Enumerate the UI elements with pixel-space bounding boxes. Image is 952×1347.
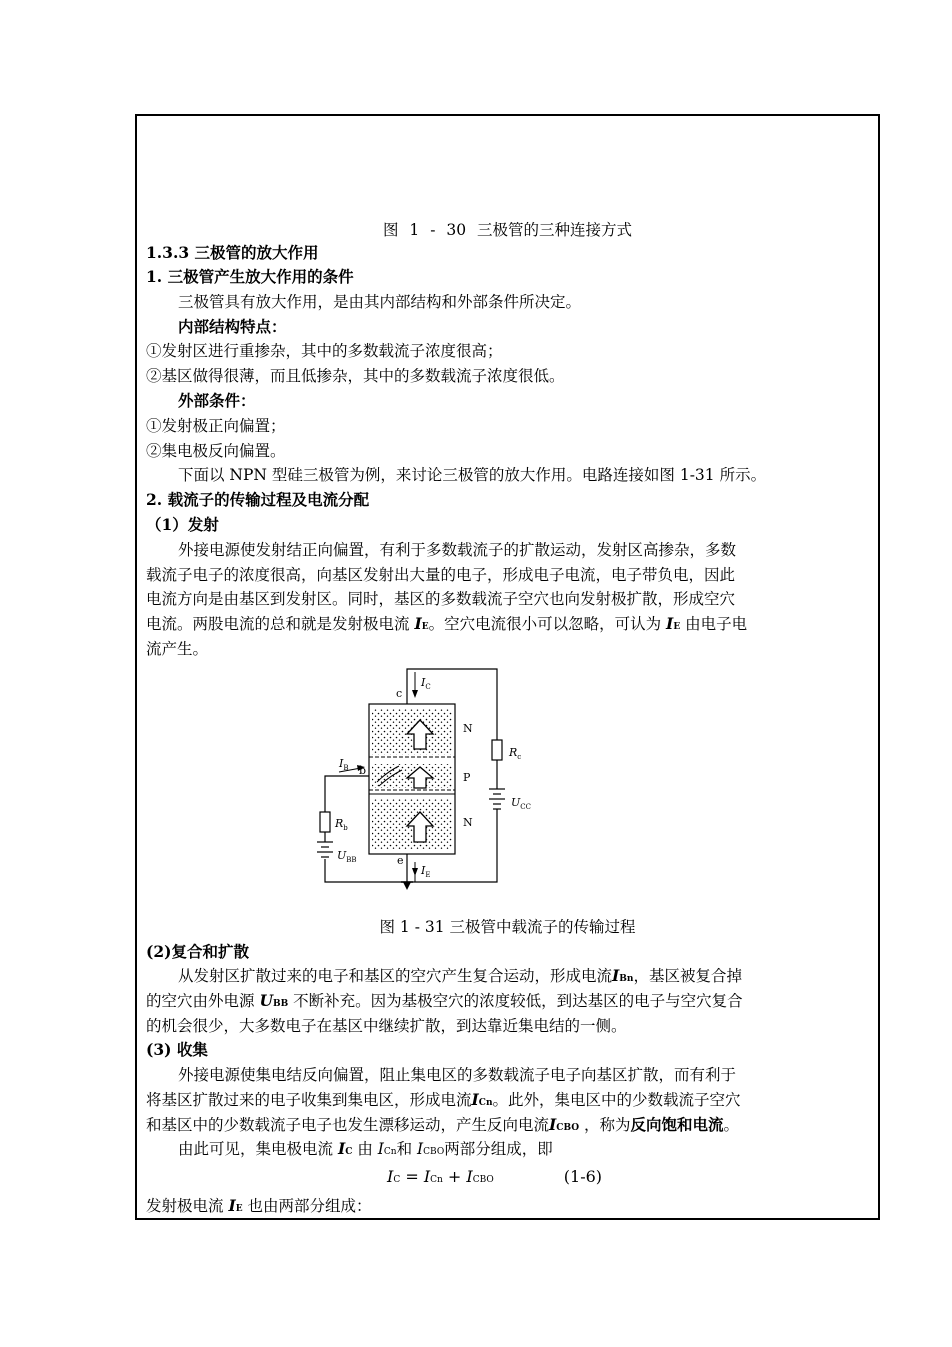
equation-1-6: IC = ICn + ICBO (1-6)	[387, 1167, 603, 1186]
heading-2: 2. 载流子的传输过程及电流分配	[146, 490, 370, 509]
section-title: 1.3.3 三极管的放大作用	[146, 243, 319, 262]
figure-1-30-caption: 图 1 - 30 三极管的三种连接方式	[382, 221, 633, 239]
label-rc: $R_c$	[509, 746, 522, 761]
external-item-2: ②集电极反向偏置。	[146, 442, 286, 460]
label-c: c	[396, 687, 403, 700]
last-line: 发射极电流 IE 也由两部分组成：	[146, 1196, 372, 1215]
emission-line-1: 外接电源使发射结正向偏置，有利于多数载流子的扩散运动，发射区高掺杂，多数	[178, 541, 737, 559]
label-ie: $I_E$	[421, 864, 431, 879]
label-n-top: N	[463, 722, 473, 735]
recombination-line-3: 的机会很少，大多数电子在基区中继续扩散，到达靠近集电结的一侧。	[146, 1017, 627, 1035]
label-p: P	[463, 771, 471, 784]
emission-line-4: 电流。两股电流的总和就是发射极电流 IE。空穴电流很小可以忽略，可认为 IE 由电子电	[146, 614, 748, 633]
internal-structure-title: 内部结构特点：	[178, 317, 287, 336]
emission-line-2: 载流子电子的浓度很高，向基区发射出大量的电子，形成电子电流，电子带负电，因此	[146, 566, 736, 584]
resistor-rb-icon	[320, 812, 330, 832]
heading-1: 1. 三极管产生放大作用的条件	[146, 267, 354, 286]
subheading-emission: （1）发射	[146, 515, 219, 534]
label-rb: $R_b$	[335, 817, 348, 832]
resistor-rc-icon	[492, 740, 502, 760]
emission-line-3: 电流方向是由基区到发射区。同时，基区的多数载流子空穴也向发射极扩散，形成空穴	[146, 590, 736, 608]
label-ubb: $U_{BB}$	[337, 849, 357, 864]
collection-line-3: 和基区中的少数载流子电子也发生漂移运动，产生反向电流ICBO ，称为反向饱和电流。	[146, 1115, 740, 1134]
external-item-1: ①发射极正向偏置；	[146, 417, 286, 435]
label-e: e	[397, 854, 404, 867]
figure-1-31-caption: 图 1 - 31 三极管中载流子的传输过程	[379, 918, 636, 936]
label-ic: $I_C$	[421, 676, 431, 691]
label-ib: $I_B$	[339, 757, 349, 772]
paragraph-1: 三极管具有放大作用，是由其内部结构和外部条件所决定。	[178, 293, 582, 311]
recombination-line-2: 的空穴由外电源 UBB 不断补充。因为基极空穴的浓度较低，到达基区的电子与空穴复合	[146, 991, 743, 1010]
equation-number: (1-6)	[563, 1167, 603, 1186]
internal-item-2: ②基区做得很薄，而且低掺杂，其中的多数载流子浓度很低。	[146, 367, 565, 385]
subheading-recombination: (2)复合和扩散	[146, 942, 249, 961]
subheading-collection: (3) 收集	[146, 1040, 208, 1059]
emission-line-5: 流产生。	[146, 640, 209, 658]
label-n-bottom: N	[463, 816, 473, 829]
external-conditions-title: 外部条件：	[178, 391, 256, 410]
label-ucc: $U_{CC}$	[511, 796, 531, 811]
page-frame	[135, 114, 880, 1220]
base-wire	[325, 776, 369, 812]
paragraph-2: 下面以 NPN 型硅三极管为例，来讨论三极管的放大作用。电路连接如图 1-31 所示。	[178, 466, 767, 484]
collection-line-1: 外接电源使集电结反向偏置，阻止集电区的多数载流子电子向基区扩散，而有利于	[178, 1066, 737, 1084]
recombination-line-1: 从发射区扩散过来的电子和基区的空穴产生复合运动，形成电流IBn，基区被复合掉	[178, 966, 742, 985]
collection-line-4: 由此可见，集电极电流 IC 由 ICn和 ICBO两部分组成，即	[178, 1139, 553, 1158]
label-b: b	[359, 764, 367, 777]
collection-line-2: 将基区扩散过来的电子收集到集电区，形成电流ICn。此外，集电区中的少数载流子空穴	[146, 1090, 741, 1109]
transistor-carrier-diagram	[317, 664, 537, 894]
internal-item-1: ①发射区进行重掺杂，其中的多数载流子浓度很高；	[146, 342, 503, 360]
